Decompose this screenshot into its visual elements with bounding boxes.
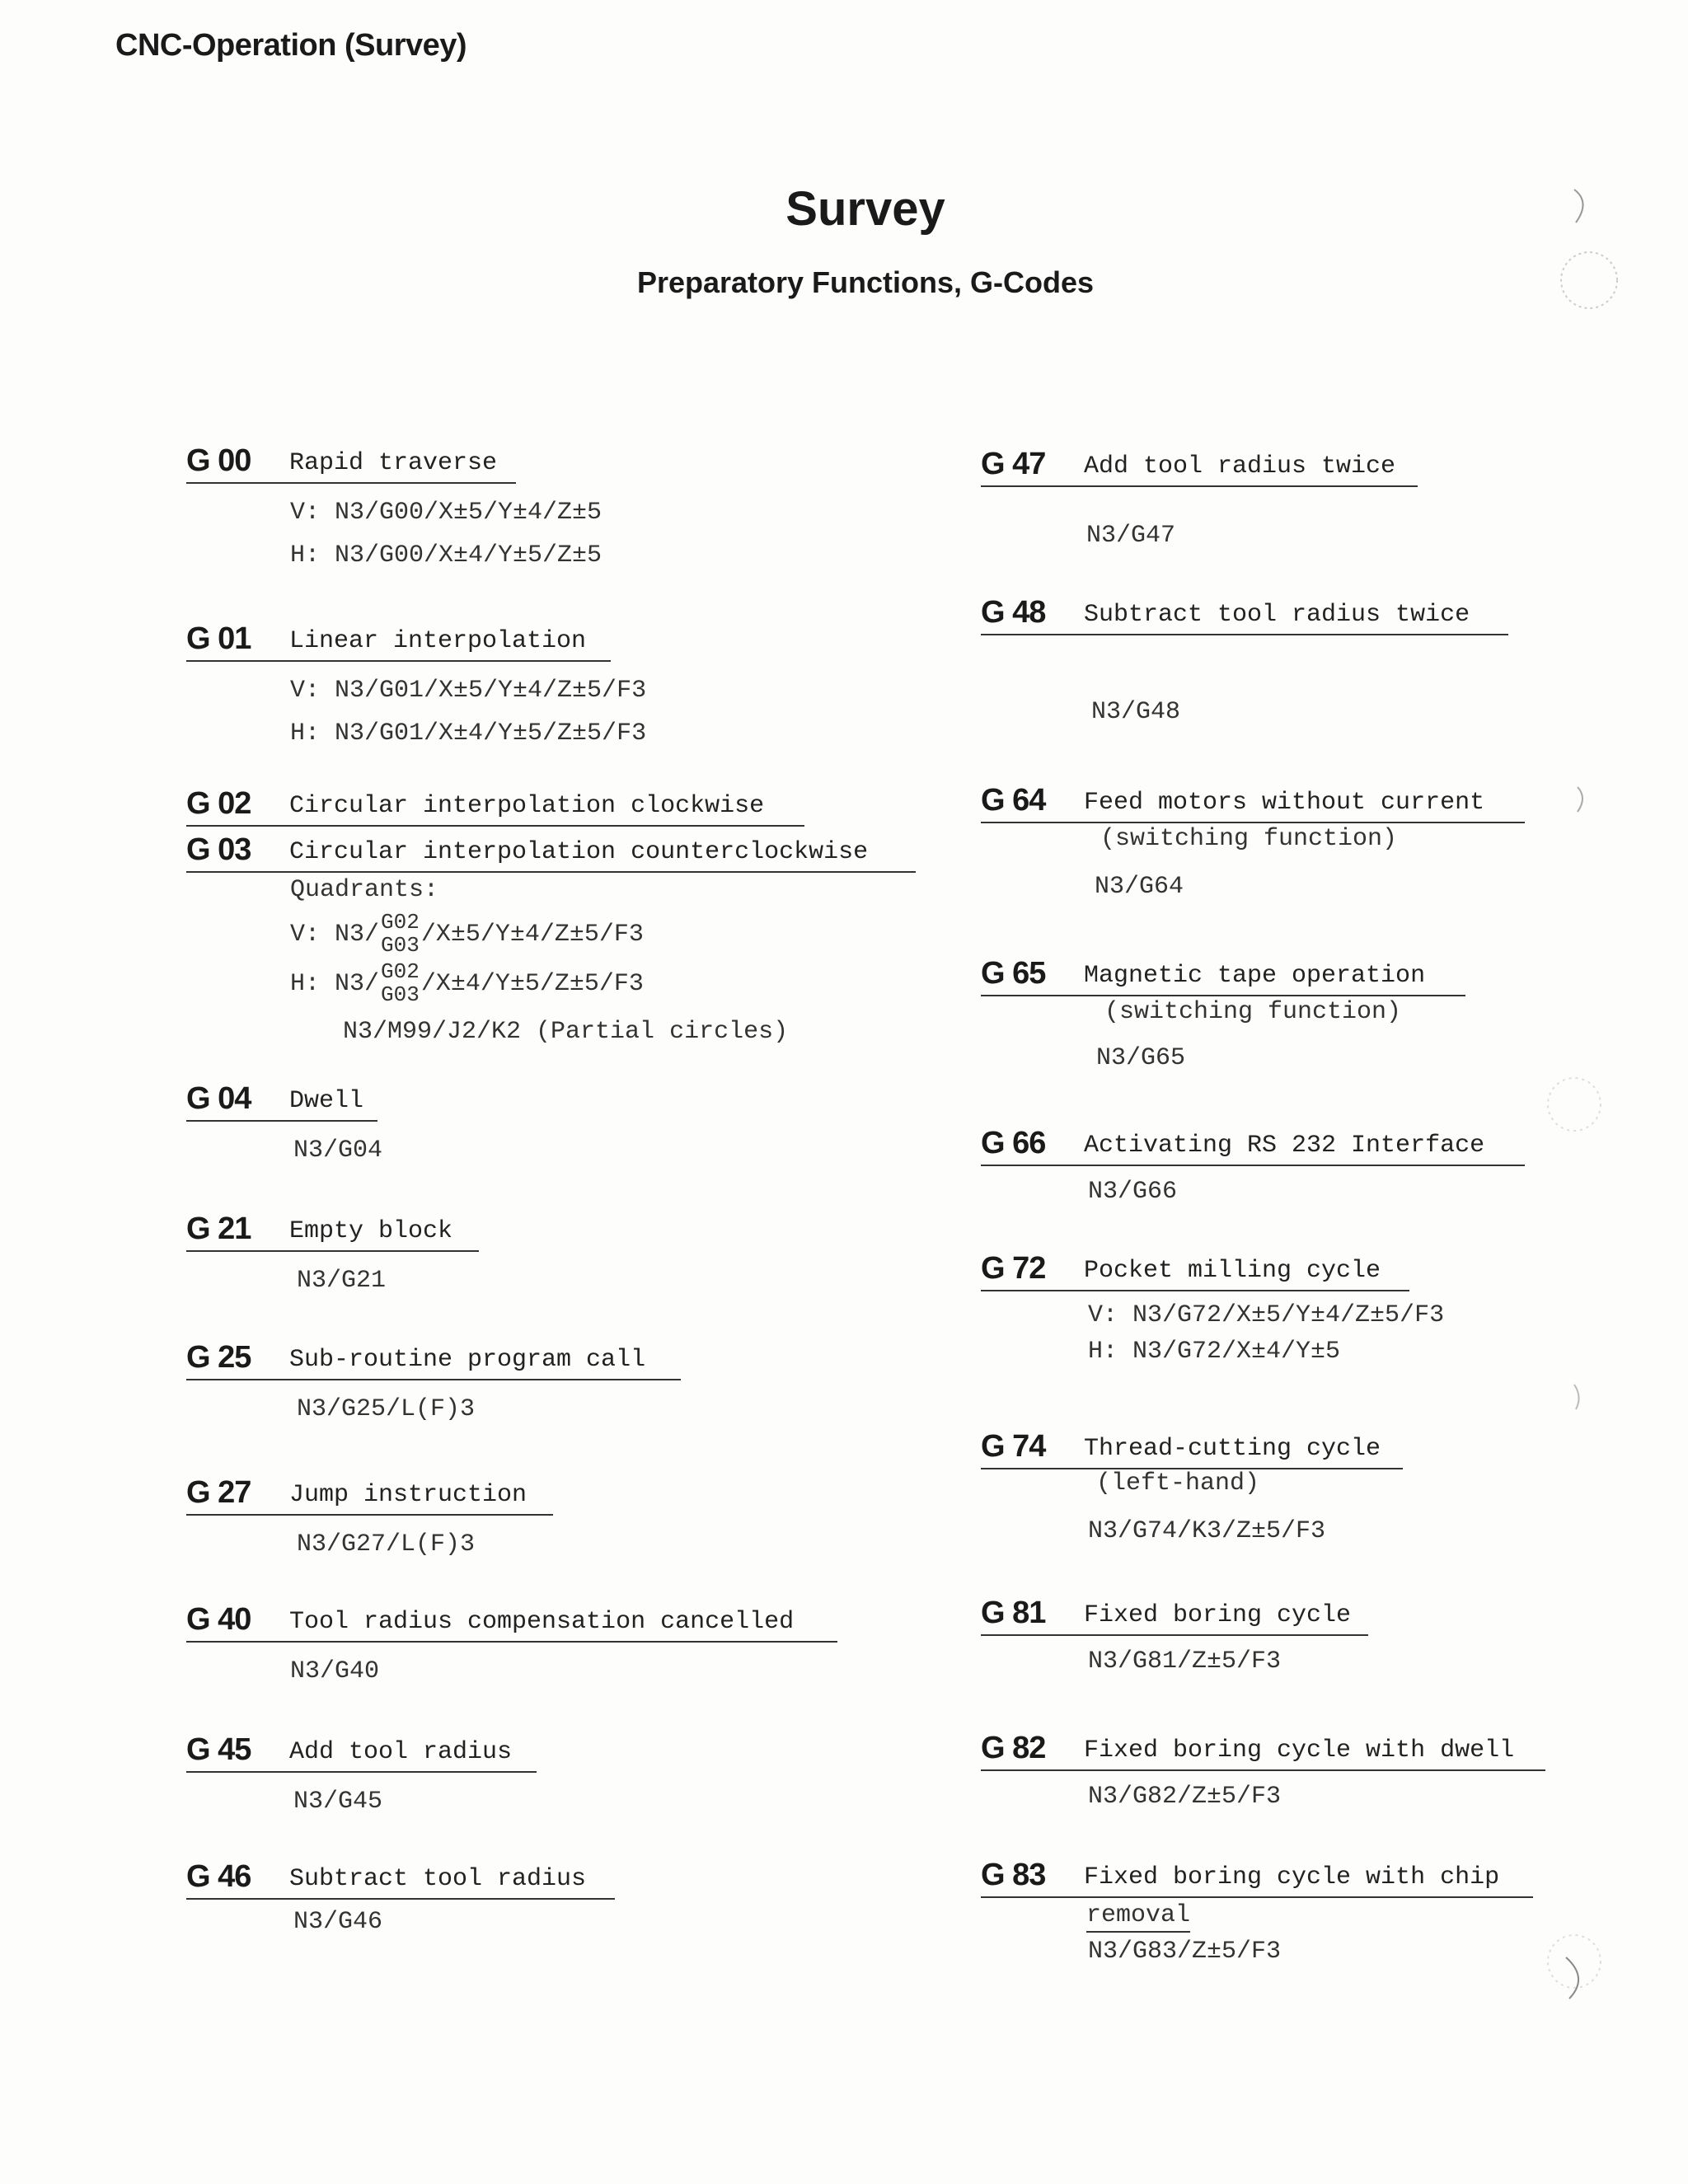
g-label: Thread-cutting cycle (1084, 1435, 1381, 1463)
h-prefix: H: N3/ (290, 969, 380, 998)
code-line: N3/G27/L(F)3 (297, 1530, 476, 1558)
code-line: N3/G66 (1088, 1178, 1178, 1206)
code-line: N3/G47 (1086, 522, 1176, 550)
g-label: Fixed boring cycle with chip (1084, 1863, 1500, 1891)
g-code: G 48 (981, 595, 1046, 630)
hole-dots-3 (1548, 1935, 1601, 1988)
g-code: G 64 (981, 783, 1046, 818)
g-label: Activating RS 232 Interface (1084, 1132, 1485, 1160)
g02-g03-fraction (381, 960, 420, 1006)
entry-g40 (186, 1602, 837, 1685)
g-code: G 04 (186, 1081, 251, 1116)
entry-g01 (186, 621, 646, 748)
g-code: G 27 (186, 1475, 251, 1510)
g-label: Circular interpolation counterclockwise (289, 838, 869, 866)
g-label: Dwell (289, 1087, 364, 1115)
code-line: N3/G83/Z±5/F3 (1088, 1938, 1282, 1966)
h-line: H: N3/G72/X±4/Y±5 (1088, 1338, 1341, 1366)
v-line: V: N3/G01/X±5/Y±4/Z±5/F3 (290, 677, 647, 705)
hole-arc-4 (1566, 1957, 1578, 1999)
g-code: G 45 (186, 1732, 251, 1767)
entry-g74 (981, 1429, 1403, 1545)
v-line: V: N3/G72/X±5/Y±4/Z±5/F3 (1088, 1301, 1445, 1329)
g-label: Tool radius compensation cancelled (289, 1608, 795, 1636)
frac-bottom: G03 (381, 982, 420, 1007)
page-title: Survey (785, 182, 945, 236)
g-label: Jump instruction (289, 1481, 528, 1509)
g-code: G 00 (186, 443, 251, 478)
h-line: H: N3/G01/X±4/Y±5/Z±5/F3 (290, 719, 647, 748)
g-code: G 47 (981, 447, 1046, 481)
entry-g02 (186, 786, 804, 827)
v-line (290, 911, 916, 957)
g-sublabel (1086, 1901, 1533, 1933)
entry-g45 (186, 1732, 537, 1816)
g02-g03-fraction (381, 911, 420, 957)
g-code: G 03 (186, 832, 251, 867)
g-label: Add tool radius (289, 1738, 513, 1766)
g-code: G 65 (981, 956, 1046, 991)
h-line: H: N3/G00/X±4/Y±5/Z±5 (290, 541, 603, 569)
g-label: Circular interpolation clockwise (289, 792, 765, 820)
hole-arc-1 (1574, 190, 1583, 223)
h-suffix: /X±4/Y±5/Z±5/F3 (420, 969, 644, 998)
g-label: Add tool radius twice (1084, 452, 1396, 480)
g-code: G 72 (981, 1251, 1046, 1286)
quadrants-label: Quadrants: (290, 876, 439, 904)
g-code: G 74 (981, 1429, 1046, 1464)
g-code: G 82 (981, 1731, 1046, 1765)
g-code: G 01 (186, 621, 251, 656)
g-code: G 40 (186, 1602, 251, 1637)
entry-g65 (981, 956, 1465, 1072)
g-sublabel-text: removal (1086, 1901, 1190, 1933)
entry-g46 (186, 1859, 615, 1936)
g-label: Linear interpolation (289, 627, 587, 655)
entry-g00 (186, 443, 602, 569)
g-label: Feed motors without current (1084, 789, 1485, 817)
code-line: N3/G82/Z±5/F3 (1088, 1783, 1282, 1811)
partial-circles-line: N3/M99/J2/K2 (Partial circles) (343, 1018, 789, 1046)
hole-arc-2 (1578, 787, 1582, 812)
g-label: Subtract tool radius (289, 1865, 587, 1893)
entry-g72 (981, 1251, 1444, 1366)
code-line: N3/G81/Z±5/F3 (1088, 1647, 1282, 1675)
code-line: N3/G25/L(F)3 (297, 1395, 476, 1423)
hole-dots-1 (1561, 252, 1617, 308)
v-prefix: V: N3/ (290, 920, 380, 949)
entry-g27 (186, 1475, 553, 1558)
entry-g03 (186, 832, 916, 1046)
code-line: N3/G64 (1095, 873, 1184, 901)
entry-g21 (186, 1212, 479, 1295)
entry-g25 (186, 1340, 681, 1423)
entry-g66 (981, 1126, 1525, 1206)
code-line: N3/G21 (297, 1267, 387, 1295)
g-code: G 66 (981, 1126, 1046, 1160)
g-sublabel: (left-hand) (1096, 1469, 1260, 1497)
entry-g83 (981, 1858, 1533, 1966)
frac-top: G02 (381, 959, 420, 984)
g-code: G 81 (981, 1596, 1046, 1630)
hole-arc-3 (1574, 1385, 1579, 1409)
g-code: G 21 (186, 1212, 251, 1246)
v-line: V: N3/G00/X±5/Y±4/Z±5 (290, 499, 603, 527)
code-line: N3/G74/K3/Z±5/F3 (1088, 1517, 1326, 1545)
g-sublabel: (switching function) (1104, 998, 1402, 1026)
code-line: N3/G46 (293, 1908, 383, 1936)
g-label: Magnetic tape operation (1084, 962, 1426, 990)
frac-bottom: G03 (381, 933, 420, 958)
page-header: CNC-Operation (Survey) (115, 28, 467, 63)
g-code: G 25 (186, 1340, 251, 1375)
code-line: N3/G40 (290, 1657, 380, 1685)
hole-dots-2 (1548, 1078, 1601, 1131)
entry-g47 (981, 447, 1418, 550)
g-label: Sub-routine program call (289, 1346, 646, 1374)
g-label: Empty block (289, 1217, 453, 1245)
g-label: Rapid traverse (289, 449, 498, 477)
code-line: N3/G04 (293, 1137, 383, 1165)
g-label: Fixed boring cycle (1084, 1601, 1352, 1629)
v-suffix: /X±5/Y±4/Z±5/F3 (420, 920, 644, 949)
g-code: G 83 (981, 1858, 1046, 1892)
code-line: N3/G48 (1091, 698, 1181, 726)
g-sublabel: (switching function) (1100, 825, 1398, 853)
entry-g82 (981, 1731, 1545, 1811)
binder-hole-marks (1541, 165, 1640, 2060)
g-code: G 46 (186, 1859, 251, 1894)
g-label: Fixed boring cycle with dwell (1084, 1736, 1515, 1765)
entry-g48 (981, 595, 1508, 726)
entry-g81 (981, 1596, 1368, 1675)
page-subtitle: Preparatory Functions, G-Codes (636, 265, 1095, 299)
g-label: Pocket milling cycle (1084, 1257, 1381, 1285)
code-line: N3/G65 (1096, 1044, 1186, 1072)
g-label: Subtract tool radius twice (1084, 601, 1470, 629)
entry-g04 (186, 1081, 382, 1165)
code-line: N3/G45 (293, 1788, 383, 1816)
entry-g64 (981, 783, 1525, 901)
frac-top: G02 (381, 910, 420, 935)
h-line (290, 960, 916, 1006)
g-code: G 02 (186, 786, 251, 821)
